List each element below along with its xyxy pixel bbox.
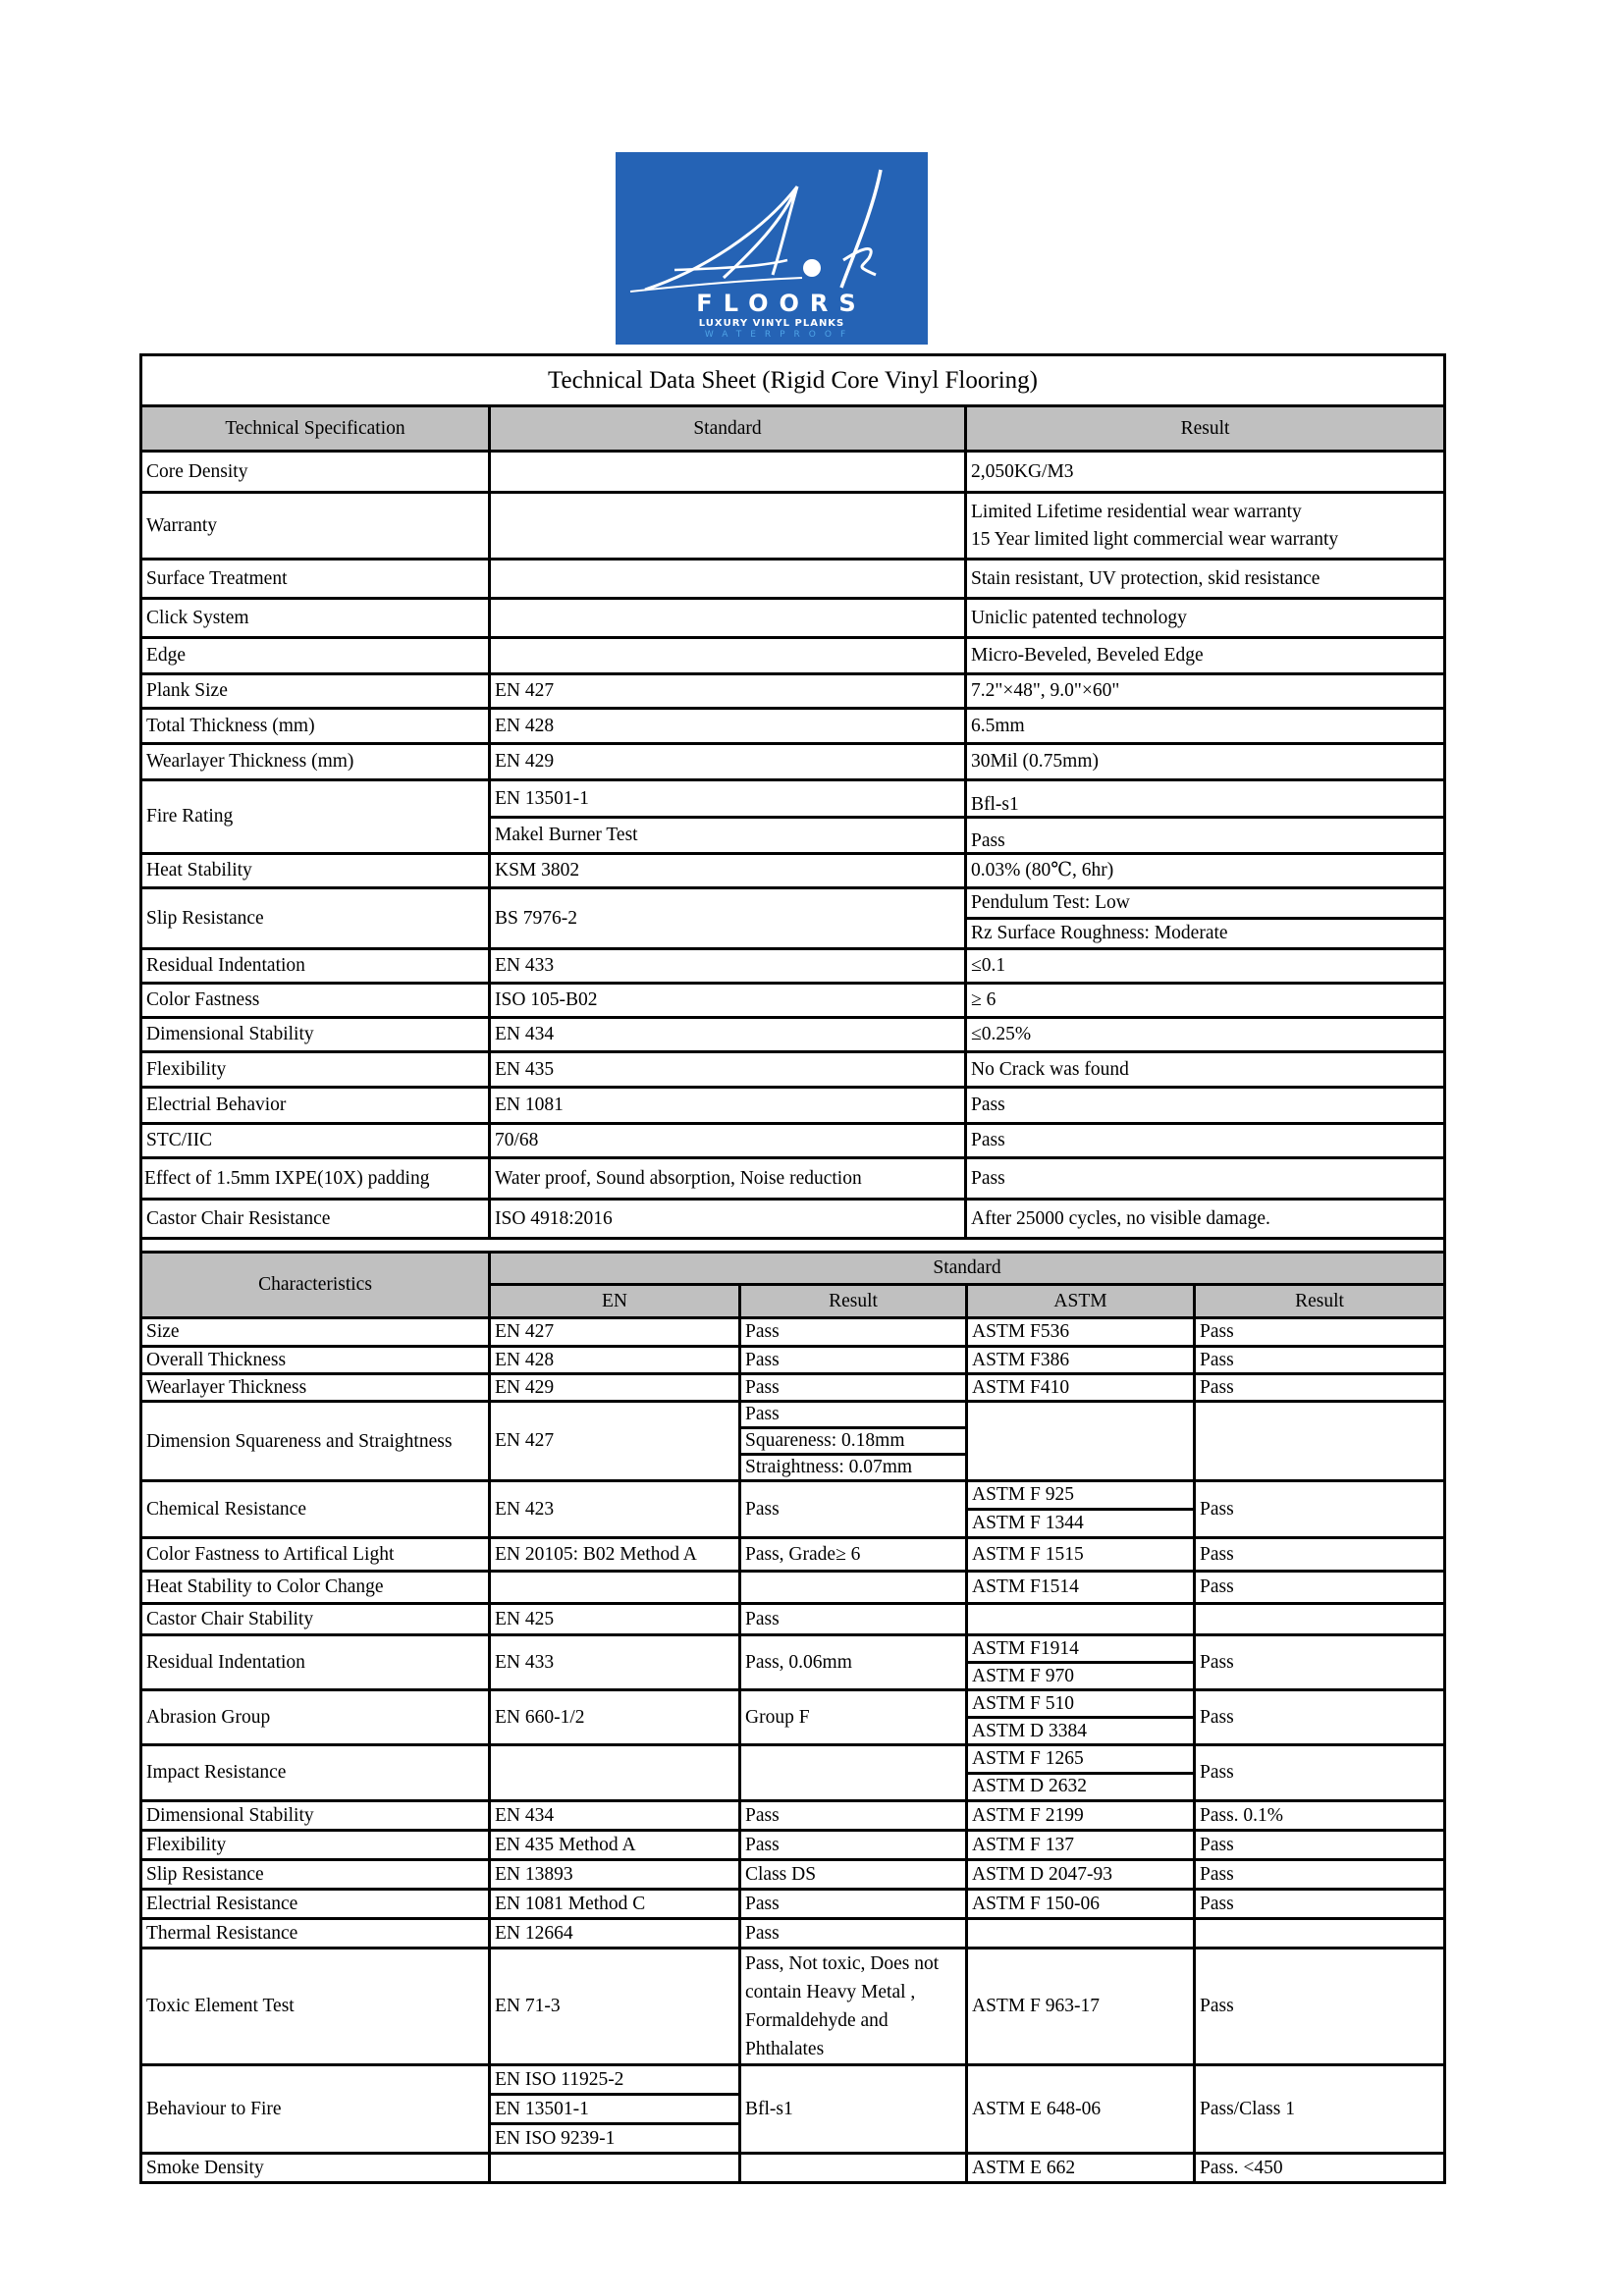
characteristics-rows	[139, 1316, 1446, 2184]
en-standard	[490, 2065, 740, 2154]
header-technical-specification: Technical Specification	[141, 406, 490, 452]
spec-standard	[490, 599, 966, 638]
table-row	[141, 1890, 1445, 1919]
characteristics-table	[139, 1251, 1446, 1319]
header-result: Result	[966, 406, 1445, 452]
spec-result: Pass	[966, 1158, 1445, 1200]
spec-standard: EN 428	[490, 709, 966, 744]
table-row	[141, 1919, 1445, 1949]
en-standard: EN 12664	[490, 1919, 740, 1949]
astm-result: Pass	[1195, 1572, 1445, 1604]
table-row	[141, 638, 1445, 674]
en-result-line: Pass	[745, 1404, 780, 1424]
spec-result: Pendulum Test: Low	[966, 888, 1445, 919]
characteristic-name: Wearlayer Thickness	[141, 1374, 490, 1402]
table-row	[141, 599, 1445, 638]
spec-name: Plank Size	[141, 674, 490, 709]
astm-result: Pass	[1195, 1538, 1445, 1572]
astm-result	[1195, 1402, 1445, 1481]
table-row	[141, 1481, 1445, 1538]
en-standard: EN 13893	[490, 1860, 740, 1890]
spec-result: 7.2"×48", 9.0"×60"	[966, 674, 1445, 709]
en-result: Pass	[740, 1801, 967, 1831]
astm-result: Pass. <450	[1195, 2154, 1445, 2183]
en-result: Pass	[740, 1318, 967, 1347]
table-row	[141, 949, 1445, 984]
spec-standard	[490, 452, 966, 493]
table-row	[141, 1949, 1445, 2065]
spec-name: STC/IIC	[141, 1124, 490, 1158]
astm-result: Pass	[1195, 1860, 1445, 1890]
en-standard: EN 660-1/2	[490, 1690, 740, 1745]
en-standard: EN 429	[490, 1374, 740, 1402]
en-standard: EN 434	[490, 1801, 740, 1831]
table-row	[141, 1572, 1445, 1604]
sheet-title: Technical Data Sheet (Rigid Core Vinyl Flooring)	[141, 355, 1445, 406]
spec-name: Flexibility	[141, 1052, 490, 1088]
spec-name: Total Thickness (mm)	[141, 709, 490, 744]
spec-standard: Water proof, Sound absorption, Noise reduction	[490, 1158, 966, 1200]
spec-standard	[490, 560, 966, 599]
spec-result: Stain resistant, UV protection, skid resistance	[966, 560, 1445, 599]
logo-sub: WATERPROOF	[704, 330, 855, 340]
astm-standard-line: ASTM F1914	[972, 1637, 1079, 1659]
table-row	[141, 1538, 1445, 1572]
header-standard-group: Standard	[490, 1253, 1445, 1285]
astm-standard: ASTM F386	[967, 1347, 1195, 1374]
astm-standard	[967, 1690, 1195, 1745]
table-row	[141, 1831, 1445, 1860]
characteristics-body	[139, 1316, 1443, 2184]
characteristic-name: Residual Indentation	[141, 1635, 490, 1690]
spec-name: Castor Chair Resistance	[141, 1200, 490, 1239]
astm-standard	[967, 1745, 1195, 1801]
table-row	[141, 888, 1445, 919]
characteristic-name: Toxic Element Test	[141, 1949, 490, 2065]
spec-table	[139, 353, 1446, 1254]
table-row	[141, 674, 1445, 709]
spec-result-line: 15 Year limited light commercial wear warranty	[971, 528, 1339, 550]
en-standard: EN 435 Method A	[490, 1831, 740, 1860]
astm-result: Pass	[1195, 1374, 1445, 1402]
astm-standard: ASTM E 662	[967, 2154, 1195, 2183]
astm-result: Pass	[1195, 1745, 1445, 1801]
en-result	[740, 1745, 967, 1801]
table-row	[141, 984, 1445, 1018]
spec-standard: Makel Burner Test	[490, 818, 966, 854]
table-row	[141, 1347, 1445, 1374]
characteristic-name: Electrial Resistance	[141, 1890, 490, 1919]
astm-standard: ASTM F 150-06	[967, 1890, 1195, 1919]
table-row	[141, 493, 1445, 560]
header-en-result: Result	[740, 1285, 967, 1318]
astm-standard: ASTM F 963-17	[967, 1949, 1195, 2065]
table-row	[141, 744, 1445, 780]
en-result: Pass, 0.06mm	[740, 1635, 967, 1690]
astm-standard-line: ASTM F 1265	[972, 1747, 1084, 1769]
spec-standard	[490, 493, 966, 560]
spec-result: ≤0.1	[966, 949, 1445, 984]
table-row	[141, 2065, 1445, 2154]
spec-standard	[490, 638, 966, 674]
table-row	[141, 1158, 1445, 1200]
table-row	[141, 1088, 1445, 1124]
astm-standard	[967, 1635, 1195, 1690]
astm-standard: ASTM F 2199	[967, 1801, 1195, 1831]
en-result-line: Squareness: 0.18mm	[741, 1426, 965, 1453]
spec-result: Bfl-s1	[966, 780, 1445, 818]
table-row	[141, 1318, 1445, 1347]
table-row	[141, 2154, 1445, 2183]
logo-tagline: LUXURY VINYL PLANKS	[698, 318, 845, 329]
characteristic-name: Dimensional Stability	[141, 1801, 490, 1831]
en-result: Pass	[740, 1347, 967, 1374]
astm-standard	[967, 1402, 1195, 1481]
spec-result: 2,050KG/M3	[966, 452, 1445, 493]
table-row	[141, 1374, 1445, 1402]
en-standard	[490, 2154, 740, 2183]
spec-name: Click System	[141, 599, 490, 638]
astm-standard: ASTM F536	[967, 1318, 1195, 1347]
en-result-line: Straightness: 0.07mm	[741, 1453, 965, 1479]
table-row	[141, 1200, 1445, 1239]
header-astm-result: Result	[1195, 1285, 1445, 1318]
en-result: Group F	[740, 1690, 967, 1745]
spec-standard: 70/68	[490, 1124, 966, 1158]
characteristic-name: Slip Resistance	[141, 1860, 490, 1890]
astm-result	[1195, 1919, 1445, 1949]
table-row	[141, 1052, 1445, 1088]
spec-result: 6.5mm	[966, 709, 1445, 744]
en-result: Pass	[740, 1481, 967, 1538]
logo-name: FLOORS	[696, 290, 867, 317]
astm-result: Pass	[1195, 1690, 1445, 1745]
spec-result: Rz Surface Roughness: Moderate	[966, 919, 1445, 949]
astm-standard	[967, 1604, 1195, 1635]
astm-standard-line: ASTM F 1344	[968, 1508, 1193, 1536]
en-result	[740, 2154, 967, 2183]
astm-standard-line: ASTM F 925	[972, 1484, 1075, 1505]
header-characteristics: Characteristics	[141, 1253, 490, 1318]
astm-result: Pass	[1195, 1481, 1445, 1538]
en-standard-line: EN 13501-1	[491, 2093, 738, 2122]
en-standard	[490, 1572, 740, 1604]
spec-name: Residual Indentation	[141, 949, 490, 984]
header-standard: Standard	[490, 406, 966, 452]
astm-result: Pass	[1195, 1635, 1445, 1690]
characteristic-name: Chemical Resistance	[141, 1481, 490, 1538]
spec-name: Dimensional Stability	[141, 1018, 490, 1052]
spec-standard: EN 427	[490, 674, 966, 709]
table-row	[141, 560, 1445, 599]
en-result: Class DS	[740, 1860, 967, 1890]
en-standard-line: EN ISO 11925-2	[495, 2068, 624, 2090]
table-row	[141, 1018, 1445, 1052]
astm-result: Pass. 0.1%	[1195, 1801, 1445, 1831]
table-row	[141, 1124, 1445, 1158]
characteristic-name: Overall Thickness	[141, 1347, 490, 1374]
en-result: Pass	[740, 1890, 967, 1919]
en-result: Bfl-s1	[740, 2065, 967, 2154]
en-result	[740, 1402, 967, 1481]
characteristic-name: Behaviour to Fire	[141, 2065, 490, 2154]
astm-standard-line: ASTM F 970	[968, 1661, 1193, 1688]
spec-standard: KSM 3802	[490, 854, 966, 888]
spec-result: After 25000 cycles, no visible damage.	[966, 1200, 1445, 1239]
characteristic-name: Dimension Squareness and Straightness	[141, 1402, 490, 1481]
astm-standard-line: ASTM F 510	[972, 1692, 1075, 1714]
header-astm: ASTM	[967, 1285, 1195, 1318]
en-result: Pass	[740, 1831, 967, 1860]
spec-result: ≤0.25%	[966, 1018, 1445, 1052]
en-standard: EN 423	[490, 1481, 740, 1538]
spec-name: Warranty	[141, 493, 490, 560]
en-standard-line: EN ISO 9239-1	[491, 2122, 738, 2152]
spec-standard: EN 429	[490, 744, 966, 780]
astm-result: Pass	[1195, 1347, 1445, 1374]
astm-standard-line: ASTM D 2632	[968, 1772, 1193, 1800]
characteristic-name: Abrasion Group	[141, 1690, 490, 1745]
technical-data-sheet	[139, 353, 1443, 2184]
astm-result: Pass/Class 1	[1195, 2065, 1445, 2154]
spec-name: Edge	[141, 638, 490, 674]
table-row	[141, 1690, 1445, 1745]
astm-standard: ASTM D 2047-93	[967, 1860, 1195, 1890]
spec-standard: ISO 4918:2016	[490, 1200, 966, 1239]
en-standard: EN 71-3	[490, 1949, 740, 2065]
en-standard: EN 425	[490, 1604, 740, 1635]
astm-standard: ASTM F 137	[967, 1831, 1195, 1860]
spec-name: Wearlayer Thickness (mm)	[141, 744, 490, 780]
characteristic-name: Heat Stability to Color Change	[141, 1572, 490, 1604]
spec-standard: EN 434	[490, 1018, 966, 1052]
en-result: Pass	[740, 1604, 967, 1635]
characteristic-name: Size	[141, 1318, 490, 1347]
astm-result: Pass	[1195, 1949, 1445, 2065]
en-standard: EN 427	[490, 1318, 740, 1347]
astm-result: Pass	[1195, 1318, 1445, 1347]
characteristic-name: Color Fastness to Artifical Light	[141, 1538, 490, 1572]
astm-standard: ASTM F1514	[967, 1572, 1195, 1604]
en-result: Pass	[740, 1374, 967, 1402]
spec-name: Surface Treatment	[141, 560, 490, 599]
table-row	[141, 854, 1445, 888]
astm-standard	[967, 1481, 1195, 1538]
spec-name: Fire Rating	[141, 780, 490, 854]
spec-result: Pass	[966, 1088, 1445, 1124]
spec-standard: EN 13501-1	[490, 780, 966, 818]
spec-result-line: Limited Lifetime residential wear warranty	[971, 501, 1302, 522]
spec-result: 30Mil (0.75mm)	[966, 744, 1445, 780]
astm-standard: ASTM F 1515	[967, 1538, 1195, 1572]
en-standard: EN 428	[490, 1347, 740, 1374]
astm-standard: ASTM F410	[967, 1374, 1195, 1402]
table-row	[141, 452, 1445, 493]
astm-standard	[967, 1919, 1195, 1949]
header-en: EN	[490, 1285, 740, 1318]
characteristic-name: Flexibility	[141, 1831, 490, 1860]
en-standard	[490, 1745, 740, 1801]
spec-result: No Crack was found	[966, 1052, 1445, 1088]
spec-result: Uniclic patented technology	[966, 599, 1445, 638]
en-standard: EN 20105: B02 Method A	[490, 1538, 740, 1572]
company-logo	[616, 152, 928, 345]
spec-name: Slip Resistance	[141, 888, 490, 949]
en-result: Pass, Grade≥ 6	[740, 1538, 967, 1572]
spec-standard: EN 1081	[490, 1088, 966, 1124]
table-row	[141, 709, 1445, 744]
en-standard: EN 1081 Method C	[490, 1890, 740, 1919]
spec-result	[966, 493, 1445, 560]
table-row	[141, 1860, 1445, 1890]
en-result: Pass	[740, 1919, 967, 1949]
en-result	[740, 1572, 967, 1604]
spec-header-row	[141, 406, 1445, 452]
table-row	[141, 780, 1445, 818]
spec-name: Core Density	[141, 452, 490, 493]
en-result: Pass, Not toxic, Does not contain Heavy Metal , Formaldehyde and Phthalates	[740, 1949, 967, 2065]
spec-result: ≥ 6	[966, 984, 1445, 1018]
spec-standard: BS 7976-2	[490, 888, 966, 949]
characteristic-name: Thermal Resistance	[141, 1919, 490, 1949]
spec-standard: EN 435	[490, 1052, 966, 1088]
en-standard: EN 433	[490, 1635, 740, 1690]
char-header-row	[141, 1253, 1445, 1285]
spec-name: Effect of 1.5mm IXPE(10X) padding	[141, 1158, 490, 1200]
table-row	[141, 1635, 1445, 1690]
table-row	[141, 1402, 1445, 1481]
astm-result	[1195, 1604, 1445, 1635]
spec-standard: EN 433	[490, 949, 966, 984]
astm-result: Pass	[1195, 1831, 1445, 1860]
characteristic-name: Castor Chair Stability	[141, 1604, 490, 1635]
spec-result: Micro-Beveled, Beveled Edge	[966, 638, 1445, 674]
spec-result: Pass	[966, 1124, 1445, 1158]
spec-name: Color Fastness	[141, 984, 490, 1018]
spec-result: 0.03% (80℃, 6hr)	[966, 854, 1445, 888]
characteristic-name: Smoke Density	[141, 2154, 490, 2183]
en-standard: EN 427	[490, 1402, 740, 1481]
table-row	[141, 1745, 1445, 1801]
spec-result: Pass	[966, 818, 1445, 854]
spec-name: Electrial Behavior	[141, 1088, 490, 1124]
table-row	[141, 1604, 1445, 1635]
astm-standard: ASTM E 648-06	[967, 2065, 1195, 2154]
astm-result: Pass	[1195, 1890, 1445, 1919]
astm-standard-line: ASTM D 3384	[968, 1716, 1193, 1743]
spec-standard: ISO 105-B02	[490, 984, 966, 1018]
spec-name: Heat Stability	[141, 854, 490, 888]
table-row	[141, 1801, 1445, 1831]
characteristic-name: Impact Resistance	[141, 1745, 490, 1801]
